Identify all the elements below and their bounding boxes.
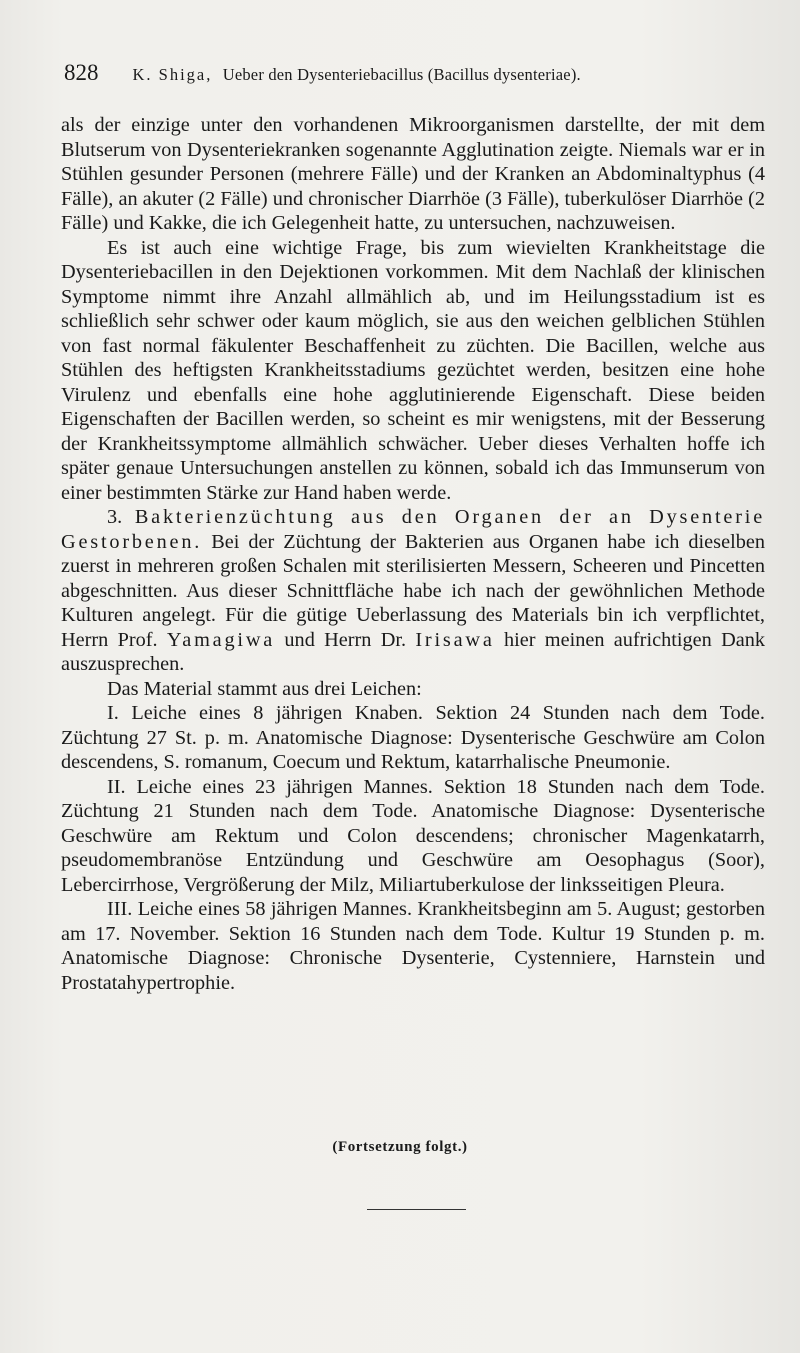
- paragraph-4: Das Material stammt aus drei Leichen:: [107, 677, 422, 700]
- page-number: 828: [64, 60, 99, 85]
- section-number: 3.: [107, 506, 135, 528]
- continuation-note: (Fortsetzung folgt.): [332, 1139, 468, 1155]
- person-name-yamagiwa: Yamagiwa: [166, 628, 276, 651]
- article-title: Ueber den Dysenteriebacillus (Bacillus dysenteriae).: [222, 65, 581, 84]
- case-2: II. Leiche eines 23 jährigen Mannes. Sektion 18 Stunden nach dem Tode. Züchtung 21 Stunden nach dem Tode. Anatomische Diagnose: Dysenterische Geschwüre am Rektum und Colon descendens; chronischer Magenkatarrh, pseudomembranöse Entzündung und Geschwüre am Oesophagus (Soor), Lebercirrhose, Vergrößerung der Milz, Miliartuberkulose der linksseitigen Pleura.: [61, 775, 765, 896]
- footer-rule: [367, 1209, 466, 1210]
- paragraph-2: Es ist auch eine wichtige Frage, bis zum wievielten Krankheitstage die Dysenteriebacillen in den Dejektionen vorkommen. Mit dem Nachlaß der klinischen Symptome nimmt ihre Anzahl allmählich ab, und im Heilungsstadium ist es schließlich sehr schwer oder kaum möglich, sie aus den weichen gelblichen Stühlen von fast normal fäkulenter Beschaffenheit zu züchten. Die Bacillen, welche aus Stühlen des heftigsten Krankheitsstadiums gezüchtet werden, besitzen eine hohe Virulenz und ebenfalls eine hohe agglutinierende Eigenschaft. Diese beiden Eigenschaften der Bacillen werden, so scheint es mir wenigstens, mit der Besserung der Krankheitssymptome allmählich schwächer. Ueber dieses Verhalten hoffe ich später genaue Untersuchungen anstellen zu können, sobald ich das Immunserum von einer bestimmten Stärke zur Hand haben werde.: [61, 236, 765, 504]
- person-name-irisawa: Irisawa: [415, 628, 495, 651]
- paragraph-3: [61, 505, 765, 677]
- paragraph-3-mid: und Herrn Dr.: [275, 628, 416, 651]
- case-3: III. Leiche eines 58 jährigen Mannes. Krankheitsbeginn am 5. August; gestorben am 17. November. Sektion 16 Stunden nach dem Tode. Kultur 19 Stunden p. m. Anatomische Diagnose: Chronische Dysenterie, Cystenniere, Harnstein und Prostatahypertrophie.: [61, 898, 765, 994]
- section-heading: Bakterienzüchtung aus den Organen der an Dysenterie Gestorbenen.: [61, 506, 765, 553]
- case-1: I. Leiche eines 8 jährigen Knaben. Sektion 24 Stunden nach dem Tode. Züchtung 27 St. p. m. Anatomische Diagnose: Dysenterische Geschwüre am Colon descendens, S. romanum, Coecum und Rektum, katarrhalische Pneumonie.: [61, 702, 765, 773]
- author-name: K. Shiga,: [132, 65, 213, 84]
- running-header: [64, 60, 764, 92]
- paragraph-1: als der einzige unter den vorhandenen Mikroorganismen darstellte, der mit dem Blutserum von Dysenteriekranken sogenannte Agglutination zeigte. Niemals war er in Stühlen gesunder Personen (mehrere Fälle) und der Kranken an Abdominaltyphus (4 Fälle), an akuter (2 Fälle) und chronischer Diarrhöe (3 Fälle), tuberkulöser Diarrhöe (2 Fälle) und Kakke, die ich Gelegenheit hatte, zu untersuchen, nachzuweisen.: [61, 114, 765, 234]
- paragraph-3-text: Bei der Züchtung der Bakterien aus Organen habe ich dieselben zuerst in mehreren großen Schalen mit sterilisierten Messern, Scheeren und Pincetten abgeschnitten. Aus dieser Schnittfläche habe ich nach der gewöhnlichen Methode Kulturen angelegt. Für die gütige Ueberlassung des Materials bin ich verpflichtet, Herrn Prof.: [61, 530, 765, 651]
- paragraph-3-tail: hier meinen aufrichtigen Dank auszusprechen.: [61, 628, 765, 675]
- running-head: [133, 65, 581, 85]
- body-text: [61, 113, 765, 995]
